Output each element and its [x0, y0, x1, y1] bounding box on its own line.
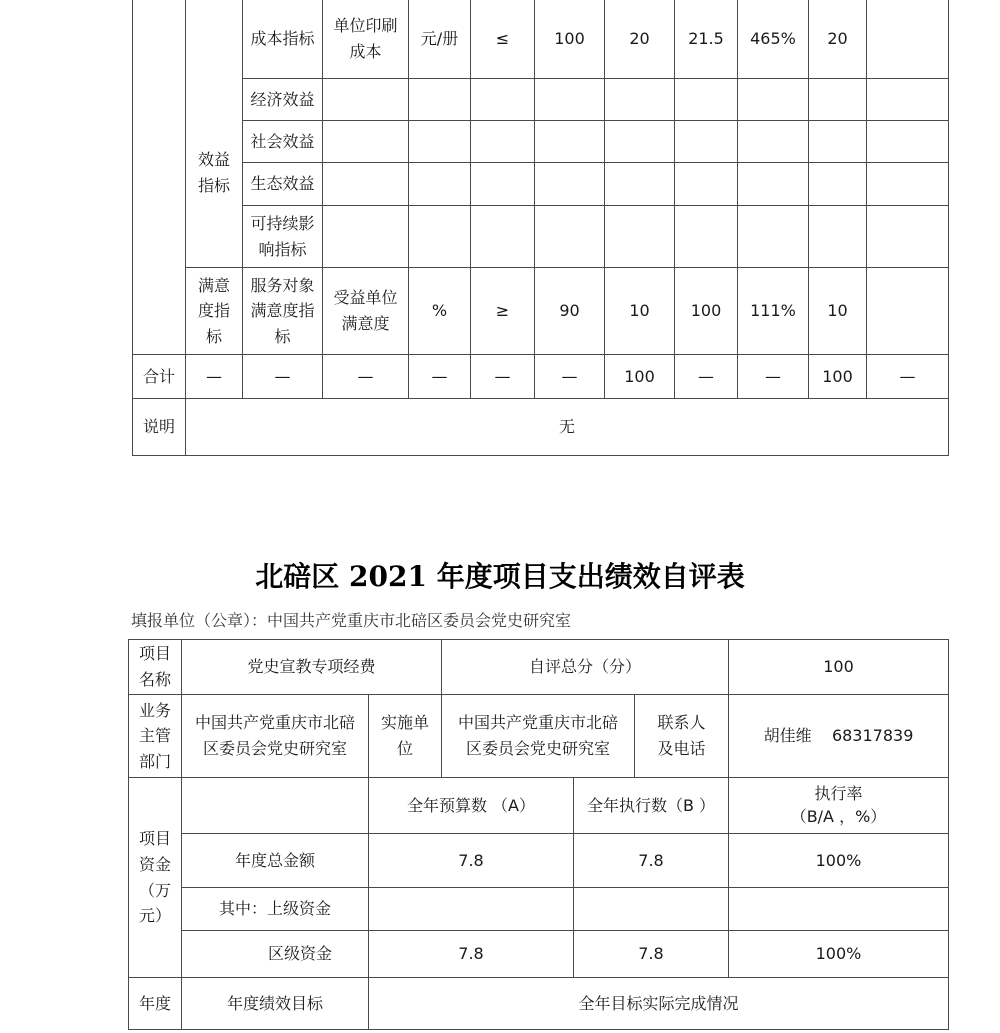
annual-total-label: 年度总金额 [234, 850, 315, 870]
total-dash: — [357, 366, 374, 386]
total-label: 合计 [142, 366, 175, 386]
contact-value: 胡佳维 68317839 [763, 726, 914, 746]
annual-total-execution: 7.8 [638, 850, 664, 870]
department-value: 中国共产党重庆市北碚 区委员会党史研究室 [194, 713, 355, 758]
project-name-value: 党史宣教专项经费 [247, 657, 376, 677]
department-label: 业务 主管 部门 [138, 700, 171, 771]
note-label: 说明 [142, 417, 175, 437]
satisfaction-target: 90 [559, 301, 580, 321]
execution-rate-header: 执行率 （B/A ，%） [790, 784, 887, 826]
satisfaction-actual: 100 [690, 301, 722, 321]
annual-execution-header: 全年执行数（B ） [586, 795, 716, 815]
cost-rate: 465% [750, 29, 796, 49]
cost-indicator-name: 单位印刷 成本 [333, 16, 398, 61]
note-value: 无 [558, 417, 575, 437]
sustainable-impact-label: 可持续影 响指标 [250, 213, 315, 259]
satisfaction-operator: ≥ [495, 301, 510, 321]
cost-unit: 元/册 [420, 29, 459, 49]
satisfaction-score: 10 [827, 301, 848, 321]
satisfaction-unit: % [431, 301, 448, 321]
total-dash: — [698, 366, 714, 386]
cost-target: 100 [554, 29, 585, 49]
contact-label: 联系人 及电话 [657, 713, 706, 758]
implementing-unit-label: 实施单 位 [380, 713, 429, 758]
project-funds-label: 项目 资金 （万 元） [138, 829, 171, 926]
filling-unit: 填报单位（公章）：中国共产党重庆市北碚区委员会党史研究室 [131, 611, 572, 630]
satisfaction-weight: 10 [629, 301, 650, 321]
satisfaction-indicator-label: 满意 度指 标 [197, 275, 230, 346]
cost-actual: 21.5 [688, 29, 724, 49]
goal-completion-label: 全年目标实际完成情况 [578, 993, 739, 1013]
annual-goal-label: 年度绩效目标 [226, 993, 323, 1013]
economic-benefit-label: 经济效益 [250, 89, 315, 109]
upper-level-funds-label: 其中：上级资金 [218, 899, 331, 919]
district-funds-label: 区级资金 [267, 944, 332, 964]
self-score-value: 100 [823, 657, 854, 677]
total-dash: — [494, 366, 511, 386]
annual-budget-header: 全年预算数 （A） [406, 795, 536, 815]
cost-indicator-label: 成本指标 [250, 29, 315, 49]
total-weight: 100 [624, 366, 655, 386]
district-funds-execution: 7.8 [638, 944, 664, 964]
service-satisfaction-label: 服务对象 满意度指 标 [250, 275, 315, 346]
total-dash: — [765, 366, 781, 386]
district-funds-rate: 100% [815, 944, 862, 964]
project-name-label: 项目 名称 [138, 644, 171, 689]
year-label: 年度 [138, 993, 171, 1013]
cost-weight: 20 [629, 29, 650, 49]
annual-total-budget: 7.8 [458, 850, 484, 870]
benefit-indicator-label: 效益 指标 [197, 150, 230, 195]
total-dash: — [274, 366, 291, 386]
total-score: 100 [822, 366, 853, 386]
beneficiary-satisfaction-label: 受益单位 满意度 [333, 288, 398, 333]
total-dash: — [431, 366, 448, 386]
cost-operator: ≤ [495, 29, 510, 49]
total-dash: — [561, 366, 578, 386]
annual-total-rate: 100% [815, 850, 862, 870]
page-title: 北碚区 2021 年度项目支出绩效自评表 [255, 560, 745, 593]
satisfaction-rate: 111% [750, 301, 796, 321]
social-benefit-label: 社会效益 [250, 131, 315, 151]
total-dash: — [899, 366, 916, 386]
ecological-benefit-label: 生态效益 [250, 174, 315, 194]
implementing-unit-value: 中国共产党重庆市北碚 区委员会党史研究室 [457, 713, 618, 758]
cost-score: 20 [827, 29, 848, 49]
self-score-label: 自评总分（分） [528, 657, 641, 677]
total-dash: — [206, 366, 222, 386]
district-funds-budget: 7.8 [458, 944, 484, 964]
